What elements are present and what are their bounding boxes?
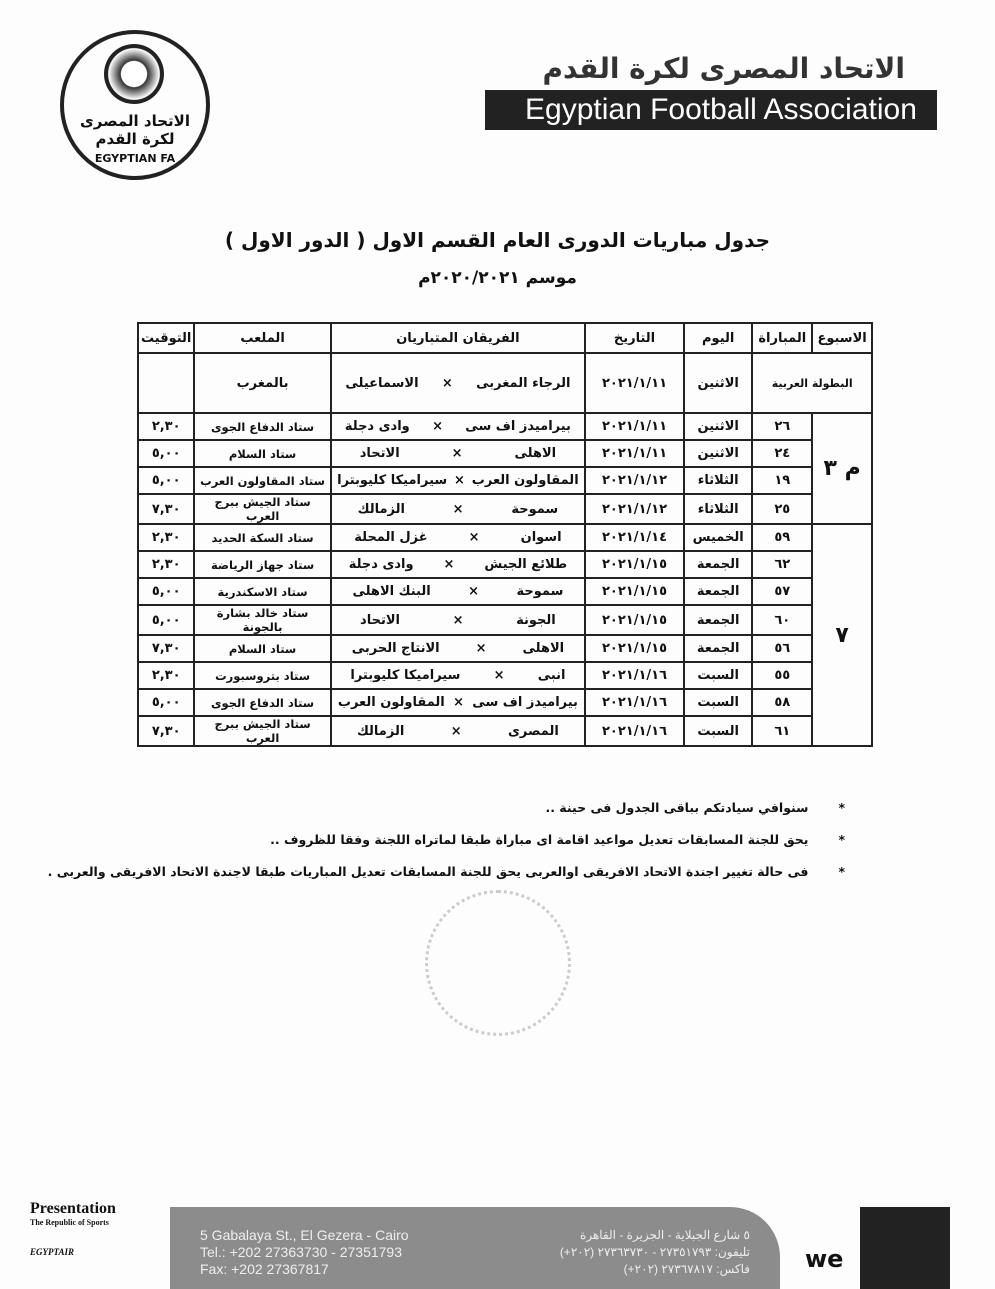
footer-dark-band [860,1207,950,1289]
home-team: انبى [537,668,566,683]
cell-time: ٧,٣٠ [138,716,194,746]
cell-date: ٢٠٢١/١/١٢ [585,467,684,494]
cell-stadium: ستاد السلام [194,440,330,467]
cell-time: ٢,٣٠ [138,413,194,440]
cell-day: الجمعة [684,551,753,578]
cell-time: ٥,٠٠ [138,578,194,605]
cell-date: ٢٠٢١/١/١١ [585,413,684,440]
away-team: الانتاج الحربى [351,641,440,656]
home-team: الجونة [516,612,556,628]
cell-match: ٦٢ [752,551,812,578]
cell-day: السبت [684,689,753,716]
away-team: الزمالك [356,723,405,739]
table-row [138,605,872,635]
cell-stadium: ستاد الاسكندرية [194,578,330,605]
cell-match: ٦١ [752,716,812,746]
cell-teams [331,551,585,578]
cell-date: ٢٠٢١/١/١١ [585,440,684,467]
home-team: اسوان [520,530,562,545]
cell-time [138,353,194,413]
away-team: الاتحاد [360,612,400,628]
col-day: اليوم [684,323,753,353]
away-team: وادى دجلة [348,557,414,572]
cell-match: ٢٥ [752,494,812,524]
home-team: بيراميدز اف سى [465,419,571,434]
col-stadium: الملعب [194,323,330,353]
away-team: سيراميكا كليوبترا [350,668,461,683]
doc-title: جدول مباريات الدورى العام القسم الاول ( الدور الاول ) [224,228,771,252]
cell-stadium: ستاد خالد بشارة بالجونة [194,605,330,635]
vs: × [475,641,487,656]
cell-date: ٢٠٢١/١/١١ [585,353,684,413]
home-team: بيراميدز اف سى [472,695,578,710]
away-team: المقاولون العرب [337,695,445,710]
cell-time: ٥,٠٠ [138,605,194,635]
cell-teams [331,716,585,746]
home-team: سموحة [511,501,559,517]
schedule-table [137,322,873,747]
cell-time: ٧,٣٠ [138,494,194,524]
address-ar: ٥ شارع الجبلاية - الجزيرة - القاهرة [580,1228,750,1242]
cell-teams [331,605,585,635]
logo-text-en: EGYPTIAN FA [94,152,176,165]
cell-match: ٦٠ [752,605,812,635]
home-team: المقاولون العرب [471,473,579,488]
cell-date: ٢٠٢١/١/١٦ [585,662,684,689]
cell-time: ٢,٣٠ [138,524,194,551]
table-row [138,494,872,524]
notes [48,800,845,896]
football-icon [104,44,164,104]
cell-time: ٥,٠٠ [138,440,194,467]
cell-stadium: ستاد المقاولون العرب [194,467,330,494]
cell-date: ٢٠٢١/١/١٢ [585,494,684,524]
cell-teams [331,413,585,440]
tel-ar: تليفون: ٢٧٣٥١٧٩٣ - ٢٧٣٦٣٧٣٠ (٢٠٢+) [559,1245,750,1259]
cell-stadium: ستاد الجيش ببرج العرب [194,716,330,746]
cell-date: ٢٠٢١/١/١٥ [585,578,684,605]
home-team: المصرى [508,723,559,739]
sponsor-logo: Presentation The Republic of Sports EGYPTAIR [30,1200,116,1257]
cell-match: ٢٦ [752,413,812,440]
address-en: 5 Gabalaya St., El Gezera - Cairo [200,1227,409,1243]
away-team: سيراميكا كليوبترا [337,473,448,488]
header-title-en: Egyptian Football Association [485,90,937,130]
home-team: الرجاء المغربى [476,375,571,391]
cell-match: ٥٥ [752,662,812,689]
efa-logo [60,30,210,180]
cell-time: ٥,٠٠ [138,689,194,716]
home-team: الاهلى [522,641,565,656]
cell-date: ٢٠٢١/١/١٦ [585,716,684,746]
vs: × [468,530,480,545]
stamp [425,890,571,1036]
cell-day: السبت [684,662,753,689]
away-team: الاتحاد [359,446,400,461]
home-team: طلائع الجيش [484,557,568,572]
cell-teams [331,353,585,413]
cell-time: ٢,٣٠ [138,662,194,689]
note-item: *فى حالة تغيير اجندة الاتحاد الافريقى اوالعربى يحق للجنة المسابقات تعديل المباريات طبقا لاجندة الاتحاد الافريقى والعربى . [47,864,845,879]
note-item: *سنوافي سيادتكم بباقى الجدول فى حينة .. [545,800,845,815]
vs: × [468,584,480,599]
fax-ar: فاكس: ٢٧٣٦٧٨١٧ (٢٠٢+) [623,1262,750,1276]
vs: × [452,501,464,517]
cell-teams [331,440,585,467]
cell-day: الاثنين [684,353,753,413]
away-team: غزل المحلة [354,530,428,545]
cell-day: الثلاثاء [684,494,753,524]
col-week: الاسبوع [812,323,872,353]
tel-en: Tel.: +202 27363730 - 27351793 [200,1244,403,1260]
cell-date: ٢٠٢١/١/١٥ [585,605,684,635]
cell-match: ٢٤ [752,440,812,467]
col-date: التاريخ [585,323,684,353]
cell-teams [331,494,585,524]
note-item: *يحق للجنة المسابقات تعديل مواعيد اقامة اى مباراة طبقا لماتراه اللجنة وفقا للظروف .. [270,832,845,847]
cell-day: الثلاثاء [684,467,753,494]
cell-match: ٥٩ [752,524,812,551]
table-row [138,440,872,467]
cell-day: الاثنين [684,440,753,467]
table-row [138,578,872,605]
cell-day: الجمعة [684,605,753,635]
vs: × [452,612,464,628]
cell-day: الجمعة [684,635,753,662]
vs: × [443,557,455,572]
cell-match: ٥٨ [752,689,812,716]
cell-teams [331,578,585,605]
away-team: وادى دجلة [344,419,410,434]
cell-match: ١٩ [752,467,812,494]
home-team: سموحة [516,584,564,599]
cell-stadium: ستاد الدفاع الجوى [194,689,330,716]
header-title-ar: الاتحاد المصرى لكرة القدم [542,52,905,85]
table-row [138,524,872,551]
vs: × [493,668,505,683]
cell-teams [331,467,585,494]
cell-stadium: ستاد الدفاع الجوى [194,413,330,440]
we-logo: we [805,1245,844,1273]
table-row [138,716,872,746]
cell-week: ٧ [812,524,872,746]
table-header [138,323,872,353]
cell-day: السبت [684,716,753,746]
table-row [138,413,872,440]
away-team: الاسماعيلى [345,375,419,391]
table-row [138,467,872,494]
table-row [138,551,872,578]
footer [20,1195,955,1289]
away-team: الزمالك [357,501,405,517]
cell-teams [331,635,585,662]
vs: × [450,723,462,739]
contact-band [170,1207,780,1289]
cell-stadium: ستاد بتروسبورت [194,662,330,689]
cell-match: ٥٦ [752,635,812,662]
home-team: الاهلى [514,446,557,461]
col-teams: الفريقان المتباريان [331,323,585,353]
cell-stadium: ستاد السلام [194,635,330,662]
cell-teams [331,524,585,551]
cell-date: ٢٠٢١/١/١٥ [585,551,684,578]
col-match: المباراة [752,323,812,353]
table-row [138,635,872,662]
cell-match: ٥٧ [752,578,812,605]
cell-date: ٢٠٢١/١/١٤ [585,524,684,551]
season: موسم ٢٠٢٠/٢٠٢١م [418,268,577,288]
cell-date: ٢٠٢١/١/١٦ [585,689,684,716]
table-row [138,662,872,689]
cell-teams [331,662,585,689]
col-time: التوقيت [138,323,194,353]
vs: × [454,473,465,488]
arab-cup-label: البطولة العربية [752,353,872,413]
cell-stadium: ستاد السكة الحديد [194,524,330,551]
cell-week: م ٣ [812,413,872,524]
table-row [138,689,872,716]
cell-date: ٢٠٢١/١/١٥ [585,635,684,662]
vs: × [432,419,443,434]
cell-time: ٢,٣٠ [138,551,194,578]
cell-day: الاثنين [684,413,753,440]
vs: × [441,375,453,391]
away-team: البنك الاهلى [352,584,431,599]
cell-time: ٧,٣٠ [138,635,194,662]
vs: × [451,446,463,461]
cell-stadium: ستاد الجيش ببرج العرب [194,494,330,524]
cell-day: الجمعة [684,578,753,605]
fax-en: Fax: +202 27367817 [200,1261,329,1277]
cell-stadium: ستاد جهاز الرياضة [194,551,330,578]
vs: × [453,695,464,710]
logo-text-ar: الاتحاد المصرى لكرة القدم [80,112,190,148]
cell-stadium: بالمغرب [194,353,330,413]
cell-teams [331,689,585,716]
cell-time: ٥,٠٠ [138,467,194,494]
cell-day: الخميس [684,524,753,551]
table-row-arab-cup [138,353,872,413]
